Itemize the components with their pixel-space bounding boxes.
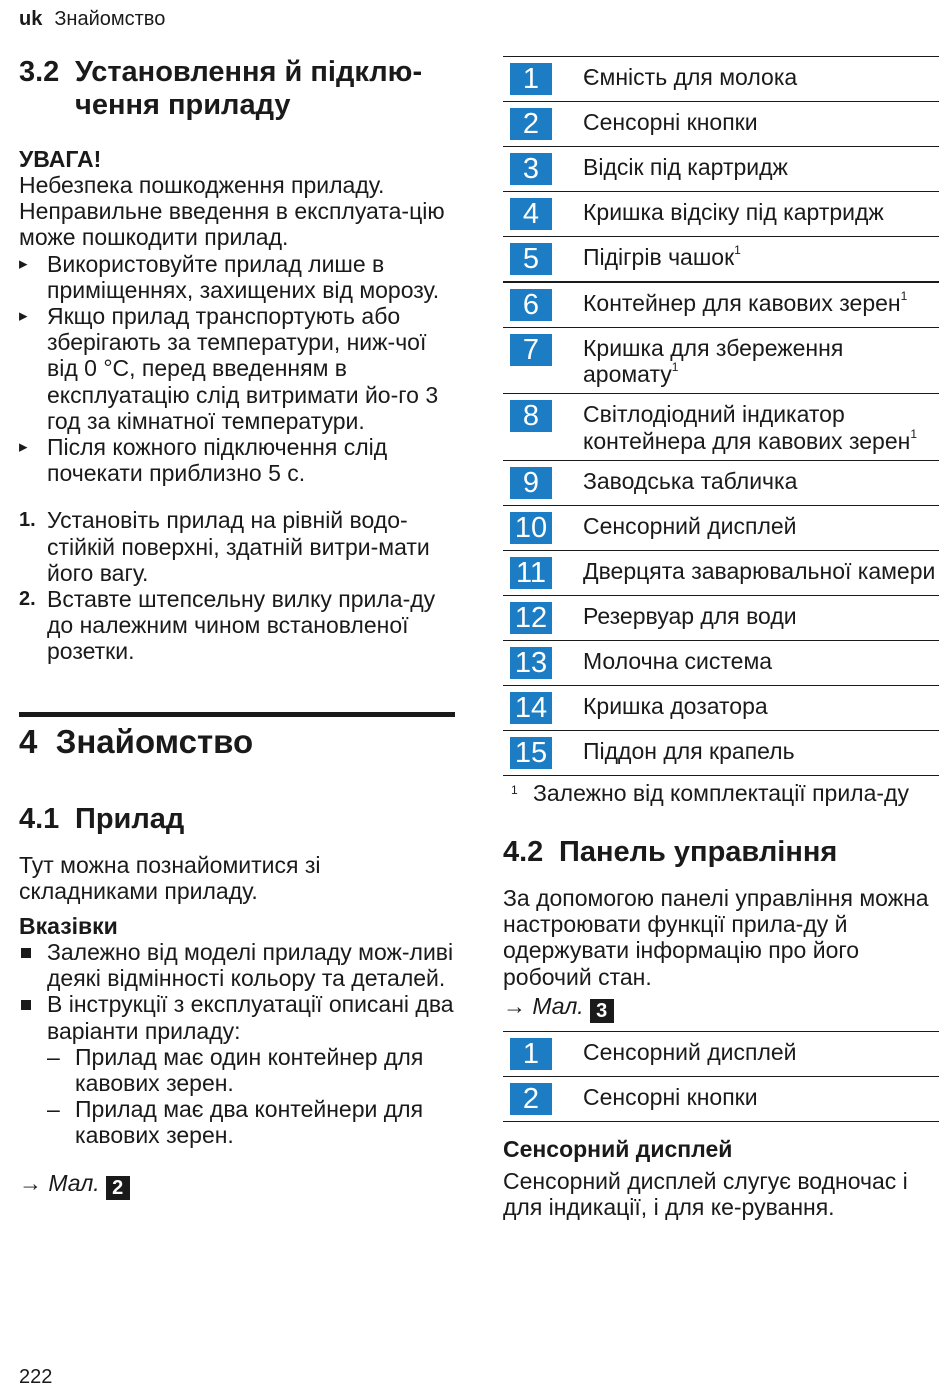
item-number-badge: 7 (510, 334, 552, 366)
item-number-badge: 15 (510, 737, 552, 769)
item-number-badge: 2 (510, 108, 552, 140)
section-number: 4.1 (19, 802, 60, 835)
figure-number: 2 (106, 1176, 130, 1200)
item-label: Заводська табличка (583, 467, 798, 494)
section-number: 4.2 (503, 836, 544, 869)
dash-text: Прилад має один контейнер для кавових зерен. (75, 1043, 424, 1097)
step-text: Вставте штепсельну вилку прила-ду до належним чином встановленої розетки. (47, 586, 436, 665)
note-text: В інструкції з експлуатації описані два варіанти приладу: (47, 991, 454, 1044)
section-4-1-heading (19, 803, 455, 836)
panel-text: За допомогою панелі управління можна настроювати функції прила-ду й одержувати інформацію про його робочий стан. (503, 885, 929, 990)
list-item (19, 303, 455, 434)
table-row (503, 328, 939, 394)
item-label: Підігрів чашок$^1$ (583, 243, 741, 270)
dash-icon: – (47, 1096, 60, 1123)
item-number-badge: 4 (510, 198, 552, 230)
step-item (19, 586, 455, 665)
bullet-text: Якщо прилад транспортують або зберігають за температури, ниж-чої від 0 °C, перед введенням в експлуатацію слід витримати йо-го 3 год за кімнатної температури. (47, 303, 439, 434)
notes-title: Вказівки (19, 913, 118, 940)
table-row (503, 1032, 939, 1077)
item-number-badge: 13 (510, 647, 552, 679)
table-row (503, 686, 939, 731)
item-label: Піддон для крапель (583, 737, 795, 764)
table-row (503, 551, 939, 596)
table-row (503, 192, 939, 237)
footnote-mark: 1 (671, 360, 679, 375)
footnote: 1 Залежно від комплектації прила-ду (511, 779, 909, 806)
item-label: Дверцята заварювальної камери (583, 557, 936, 584)
footnote-mark: 1 (734, 243, 741, 257)
triangle-icon: ▸ (19, 306, 28, 326)
step-item (19, 507, 455, 586)
item-number-badge: 3 (510, 153, 552, 185)
table-row (503, 394, 939, 460)
chapter-4-heading (19, 723, 455, 761)
header-section: Знайомство (54, 8, 166, 30)
page-number: 222 (19, 1366, 53, 1388)
list-item (19, 251, 455, 303)
item-number-badge: 12 (510, 602, 552, 634)
touch-display-text: Сенсорний дисплей слугує водночас і для індикації, і для ке-рування. (503, 1167, 908, 1221)
item-label: Сенсорний дисплей (583, 512, 797, 539)
table-row (503, 1077, 939, 1122)
table-row (503, 57, 939, 102)
table-row (503, 102, 939, 147)
table-row (503, 461, 939, 506)
item-label: Світлодіодний індикатор контейнера для кавових зерен$^1$ (583, 401, 917, 454)
item-number-badge: 14 (510, 692, 552, 724)
panel-table (503, 1031, 939, 1122)
table-row (503, 731, 939, 776)
item-label: Сенсорні кнопки (583, 109, 758, 135)
item-label: Молочна система (583, 647, 773, 674)
parts-table (503, 56, 939, 776)
dash-text: Прилад має два контейнери для кавових зерен. (75, 1096, 424, 1149)
item-number-badge: 8 (510, 400, 552, 432)
dash-icon: – (47, 1043, 60, 1070)
step-number: 2. (19, 588, 36, 611)
list-item (19, 991, 455, 1043)
left-column (19, 56, 455, 1200)
item-label: Сенсорний дисплей (583, 1038, 797, 1065)
step-text: Установіть прилад на рівній водо-стійкій поверхні, здатній витри-мати його вагу. (47, 507, 430, 586)
triangle-icon: ▸ (19, 437, 28, 457)
table-row (503, 641, 939, 686)
item-number-badge: 1 (510, 1038, 552, 1070)
square-bullet-icon (21, 1000, 31, 1010)
language-code: uk (19, 8, 43, 30)
item-label: Ємність для молока (583, 64, 798, 90)
item-label: Контейнер для кавових зерен$^1$ (583, 289, 908, 316)
item-number-badge: 9 (510, 467, 552, 499)
figure-reference[interactable] (19, 1169, 455, 1200)
footnote-mark: 1 (910, 426, 917, 441)
list-item (19, 1096, 455, 1148)
list-item (19, 434, 455, 486)
footnote-text: Залежно від комплектації прила-ду (533, 779, 909, 806)
section-4-2-heading (503, 836, 939, 869)
right-column (503, 56, 939, 1220)
list-item (19, 939, 455, 991)
item-number-badge: 6 (510, 289, 552, 321)
section-title: Панель управління (559, 836, 838, 869)
intro-text: Тут можна познайомитися зі складниками приладу. (19, 851, 321, 904)
section-title-line1: Установлення й підклю- (75, 56, 423, 88)
warning-title: УВАГА! (19, 146, 102, 172)
step-number: 1. (19, 509, 36, 532)
note-text: Залежно від моделі приладу мож-ливі деякі відмінності кольору та деталей. (47, 939, 454, 992)
table-row (503, 596, 939, 641)
figure-reference[interactable] (503, 992, 939, 1023)
list-item (19, 1044, 455, 1096)
touch-display-title: Сенсорний дисплей (503, 1135, 733, 1162)
table-row (503, 506, 939, 551)
table-row (503, 283, 939, 328)
item-number-badge: 1 (510, 63, 552, 95)
item-label: Сенсорні кнопки (583, 1083, 758, 1110)
warning-text: Небезпека пошкодження приладу. Неправильне введення в експлуата-цію може пошкодити прилад. (19, 172, 445, 251)
section-number: 3.2 (19, 56, 60, 88)
section-title-line2: чення приладу (75, 89, 291, 121)
chapter-number: 4 (19, 722, 38, 760)
footnote-mark: 1 (900, 289, 908, 303)
section-3-2-heading (19, 56, 455, 122)
bullet-text: Після кожного підключення слід почекати приблизно 5 с. (47, 434, 388, 487)
figure-ref-label: → Мал. (19, 1169, 100, 1196)
table-row (503, 237, 939, 283)
item-label: Кришка для збереження аромату$^1$ (583, 335, 844, 388)
triangle-icon: ▸ (19, 253, 28, 273)
item-number-badge: 11 (510, 557, 552, 589)
chapter-title: Знайомство (55, 722, 254, 760)
table-row (503, 147, 939, 192)
page-header (19, 8, 165, 31)
item-label: Відсік під картридж (583, 154, 788, 180)
item-number-badge: 5 (510, 243, 552, 275)
item-number-badge: 2 (510, 1083, 552, 1115)
figure-number: 3 (590, 999, 614, 1023)
square-bullet-icon (21, 948, 31, 958)
item-number-badge: 10 (510, 512, 552, 544)
figure-ref-label: → Мал. (503, 992, 584, 1019)
bullet-text: Використовуйте прилад лише в приміщеннях, захищених від морозу. (47, 250, 440, 303)
section-title: Прилад (75, 802, 185, 835)
item-label: Кришка відсіку під картридж (583, 199, 884, 225)
item-label: Кришка дозатора (583, 692, 768, 719)
item-label: Резервуар для води (583, 602, 797, 629)
